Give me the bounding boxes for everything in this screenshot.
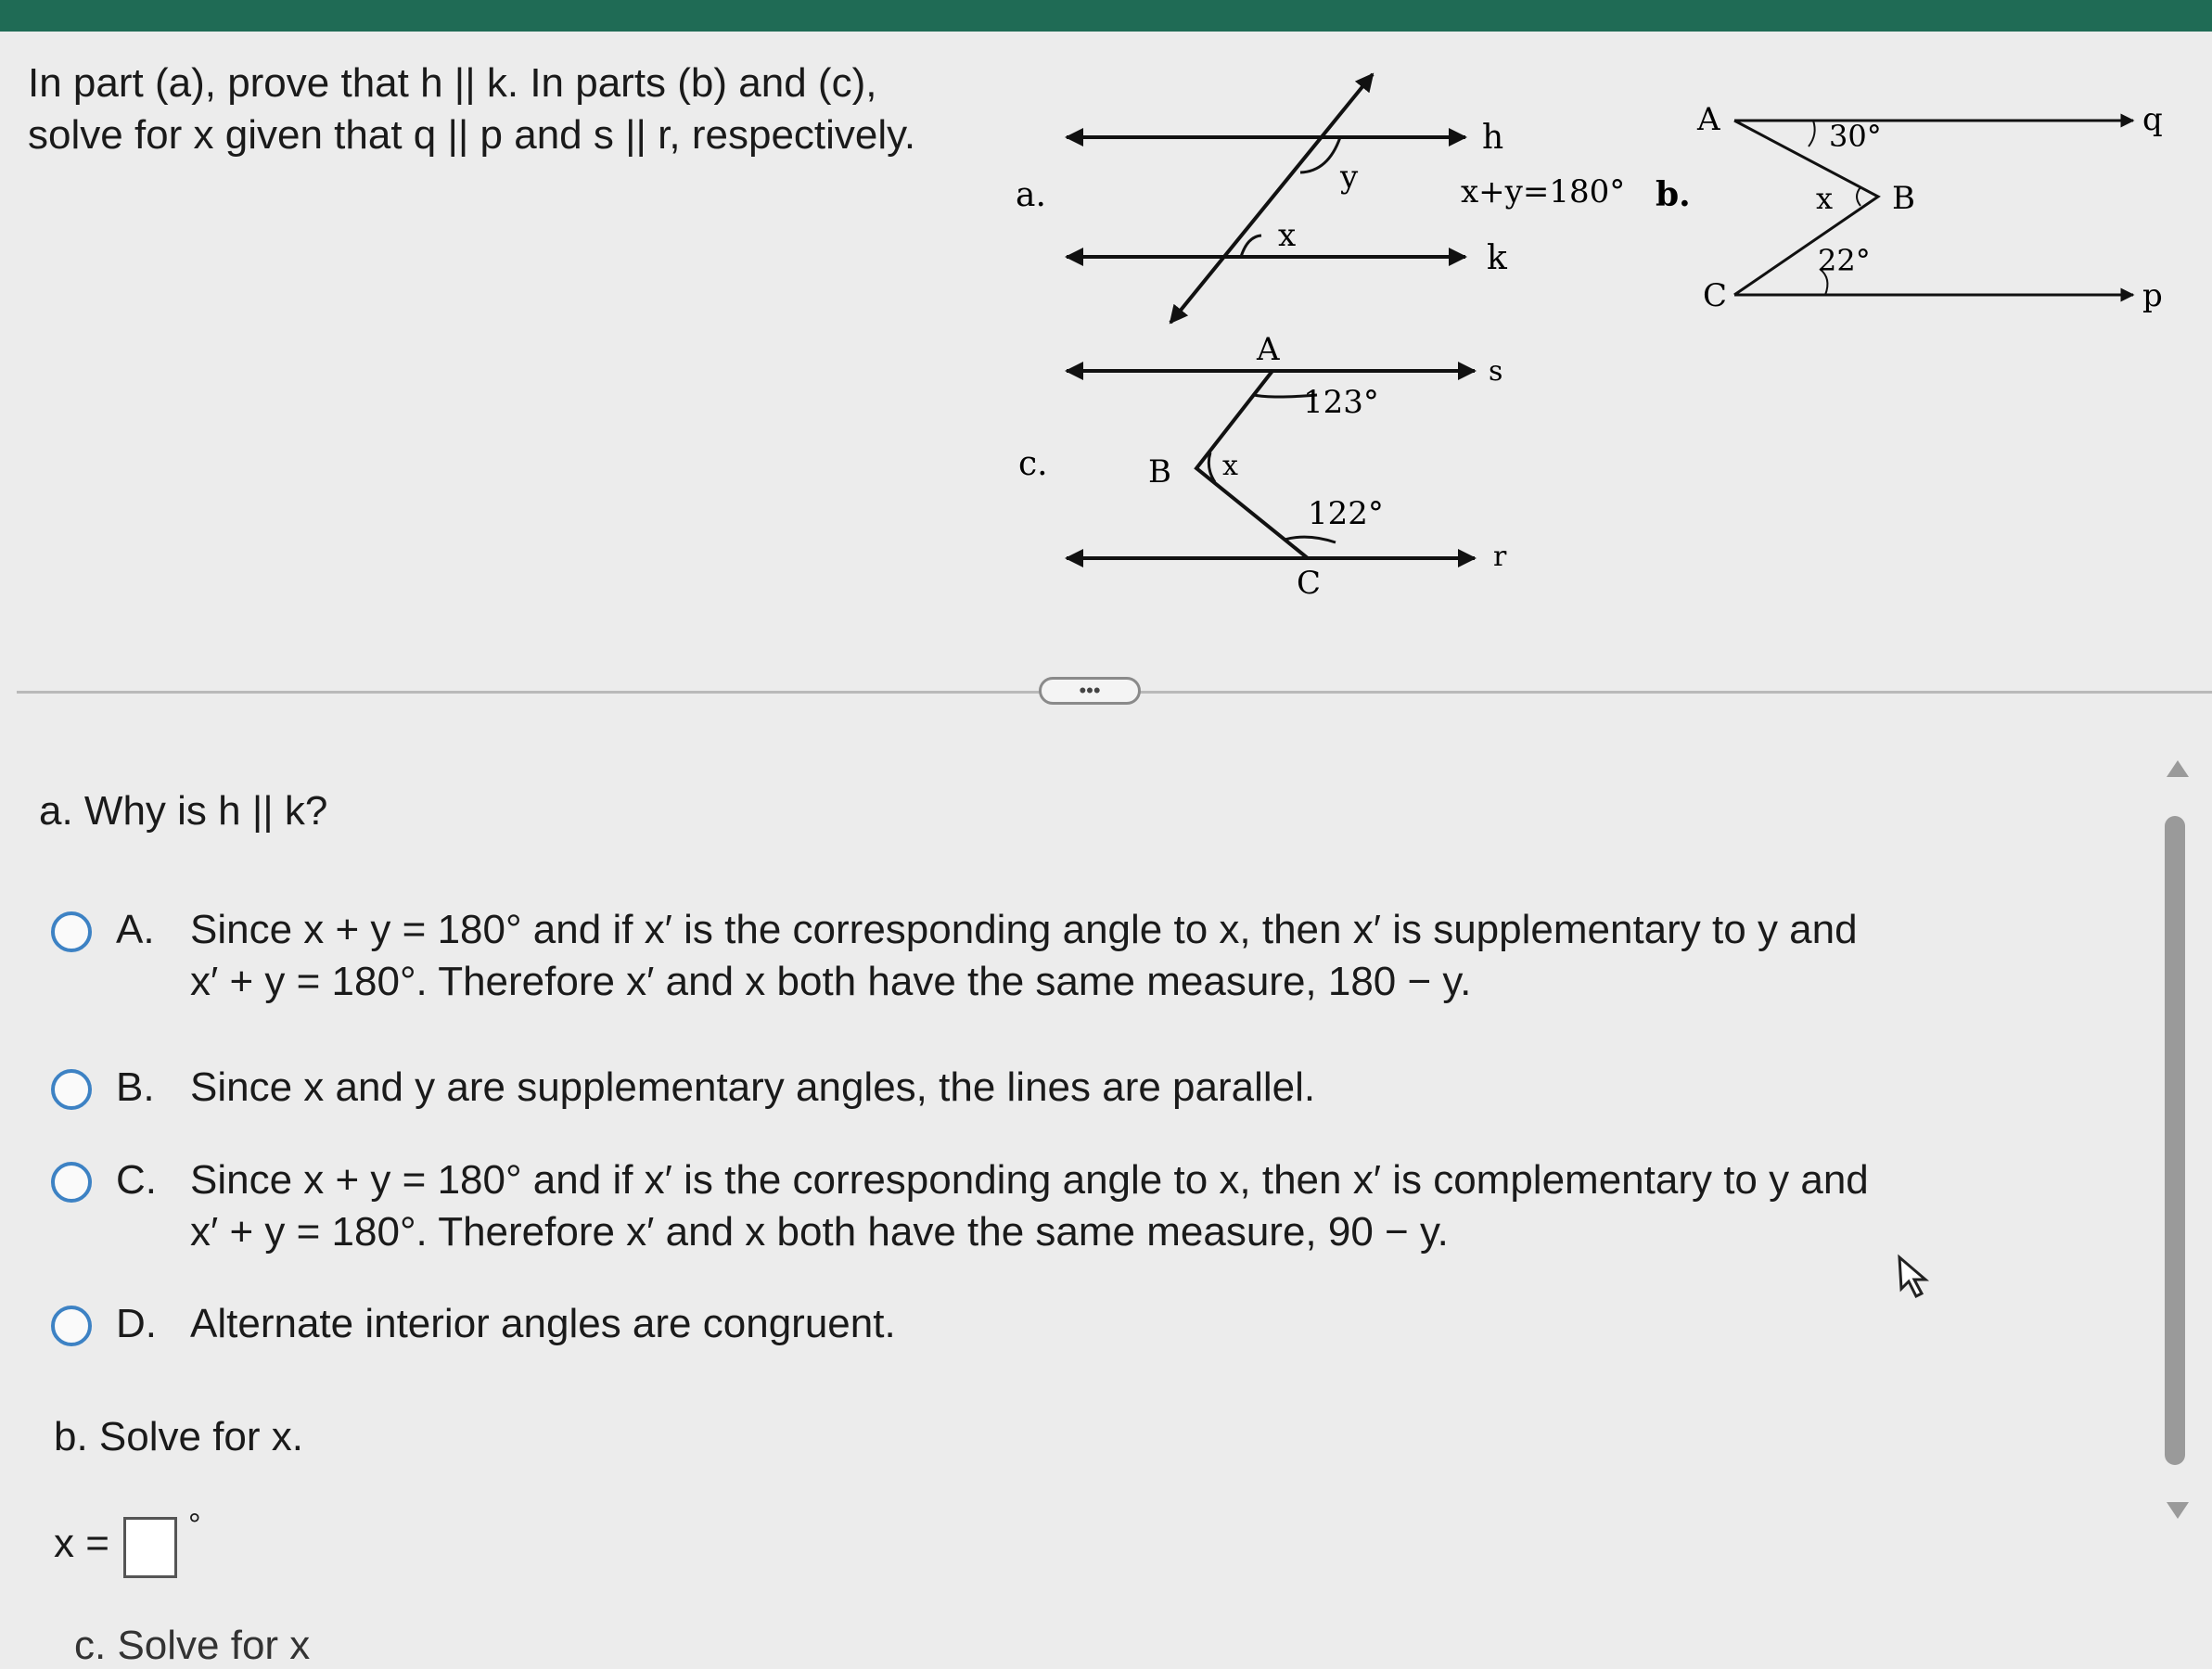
mouse-cursor-icon [1892,1252,1948,1307]
scroll-up-arrow-icon[interactable] [2167,760,2189,777]
option-c-line-2: x′ + y = 180°. Therefore x′ and x both have the same measure, 90 − y. [190,1209,1449,1255]
option-d-letter: D. [116,1301,157,1346]
scrollbar[interactable] [2161,760,2189,1613]
segment-abc-c [1196,371,1308,558]
angle-30-label: 30° [1829,119,1882,154]
line-r-label: r [1493,541,1507,573]
line-h-label: h [1482,119,1504,157]
angle-x-label-c: x [1222,450,1238,482]
point-b-label-c: B [1148,453,1171,491]
point-c-label: C [1703,277,1728,314]
line-p-label: p [2142,277,2163,314]
angle-x-arc [1241,236,1261,257]
option-c-line-1: Since x + y = 180° and if x′ is the corresponding angle to x, then x′ is complementary to y and [190,1157,1869,1203]
question-b: b. Solve for x. [54,1414,304,1459]
option-d-radio[interactable] [51,1306,92,1346]
question-c-partial: c. Solve for x [74,1623,311,1668]
figure-b-label: b. [1656,175,1691,214]
option-b-radio[interactable] [51,1069,92,1110]
scrollbar-thumb[interactable] [2165,816,2185,1465]
option-c-letter: C. [116,1157,157,1203]
option-b-line-1: Since x and y are supplementary angles, the lines are parallel. [190,1064,1316,1110]
given-equation: x+y=180° [1461,173,1626,210]
option-a-text [190,904,1858,1008]
figure-b [1656,101,2163,314]
option-a-letter: A. [116,907,155,952]
scroll-down-arrow-icon[interactable] [2167,1502,2189,1519]
answer-b-row [54,1508,201,1567]
angle-x-label: x [1278,217,1297,254]
line-q-label: q [2142,101,2163,138]
point-a-label-c: A [1257,331,1280,368]
show-more-button[interactable]: ••• [1039,677,1141,705]
angle-22-label: 22° [1818,243,1871,278]
angle-122-label: 122° [1308,495,1384,532]
figure-a-label: a. [1016,176,1046,214]
transversal-a [1170,74,1373,323]
line-k-label: k [1487,239,1507,277]
option-a-radio[interactable] [51,911,92,952]
line-s-label: s [1489,355,1503,388]
angle-x-label-b: x [1816,181,1834,216]
point-c-label-c: C [1297,565,1322,602]
instructions-line-2: solve for x given that q || p and s || r, respectively. [28,112,916,158]
option-b-text [190,1062,1315,1114]
instructions-line-1: In part (a), prove that h || k. In parts (b) and (c), [28,60,877,106]
geometry-figures [0,0,2212,705]
figure-a [1016,74,1625,323]
option-d-line-1: Alternate interior angles are congruent. [190,1301,896,1346]
angle-y-label: y [1340,159,1359,196]
question-a: a. Why is h || k? [39,788,328,834]
point-a-label: A [1697,101,1720,138]
degree-symbol: ° [188,1508,201,1543]
option-d-text [190,1298,896,1350]
angle-123-label: 123° [1303,384,1379,421]
option-a-line-1: Since x + y = 180° and if x′ is the corresponding angle to x, then x′ is supplementary to y and [190,907,1858,952]
point-b-label: B [1892,180,1915,217]
option-b-letter: B. [116,1064,155,1110]
option-a-line-2: x′ + y = 180°. Therefore x′ and x both have the same measure, 180 − y. [190,959,1472,1004]
figure-c-label: c. [1018,445,1048,483]
option-c-text [190,1154,1869,1258]
figure-c [1018,331,1507,602]
answer-b-input[interactable] [123,1517,177,1578]
answer-b-label: x = [54,1521,109,1566]
option-c-radio[interactable] [51,1162,92,1203]
